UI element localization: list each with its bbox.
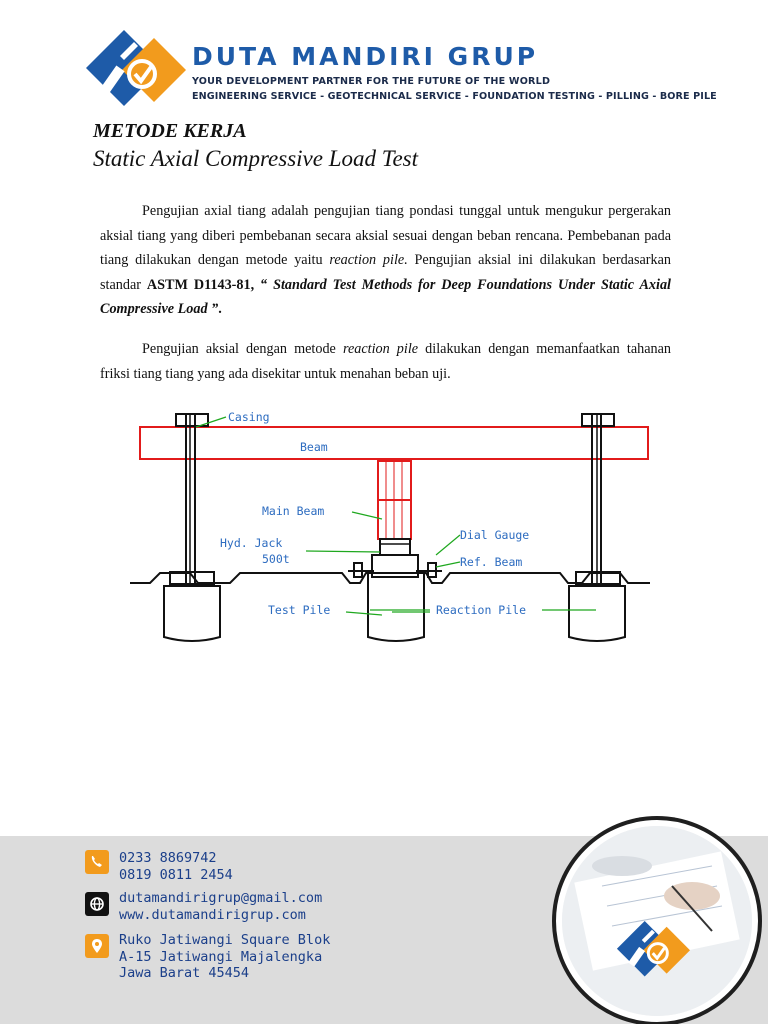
- label-dial-gauge: Dial Gauge: [460, 528, 530, 542]
- footer-website[interactable]: www.dutamandirigrup.com: [119, 906, 306, 923]
- hydraulic-jack: [380, 539, 410, 555]
- reaction-pile-right: [569, 586, 625, 641]
- footer-phones: 0233 8869742 0819 0811 2454: [119, 850, 233, 883]
- reaction-pile-left: [164, 586, 220, 641]
- load-test-diagram: [130, 405, 650, 650]
- test-pile: [368, 573, 424, 641]
- label-hyd-jack: Hyd. Jack: [220, 536, 283, 550]
- phone-icon: [85, 850, 109, 874]
- standard-title: “ Standard Test Methods for Deep Foundations Under Static Axial Compressive Load ”: [100, 276, 671, 317]
- label-reaction-pile: Reaction Pile: [436, 603, 527, 617]
- footer-logo-icon: [614, 918, 690, 978]
- beam: [140, 427, 648, 459]
- page-subtitle: Static Axial Compressive Load Test: [93, 146, 418, 171]
- label-test-pile: Test Pile: [268, 603, 331, 617]
- casing-right: [582, 414, 614, 426]
- footer-photo-circle: [556, 820, 758, 1022]
- location-pin-icon: [85, 934, 109, 958]
- standard-code: ASTM D1143-81,: [146, 276, 255, 293]
- globe-icon: [85, 892, 109, 916]
- brand-services: ENGINEERING SERVICE - GEOTECHNICAL SERVICE - FOUNDATION TESTING - PILLING - BORE PILE: [192, 91, 717, 102]
- label-jack-cap: 500t: [262, 552, 290, 566]
- brand-tagline: YOUR DEVELOPMENT PARTNER FOR THE FUTURE OF THE WORLD: [192, 76, 551, 87]
- brand-name: DUTA MANDIRI GRUP: [192, 42, 539, 71]
- page-title: METODE KERJA: [93, 120, 247, 142]
- label-main-beam: Main Beam: [262, 504, 325, 518]
- footer-online: [119, 890, 322, 923]
- label-beam: Beam: [300, 440, 328, 454]
- label-casing: Casing: [228, 410, 270, 424]
- paragraph-method: Pengujian aksial dengan metode reaction pile dilakukan dengan memanfaatkan tahanan friksi tiang tiang yang ada disekitar untuk menahan beban uji.: [100, 341, 671, 382]
- paragraph-intro: Pengujian axial tiang adalah pengujian tiang pondasi tunggal untuk mengukur pergerakan aksial tiang yang diberi pembebanan secara aksial sesuai dengan beban rencana. Pembebanan pada tiang dilakukan dengan metode yaitu reaction pile. Pengujian aksial ini dilakukan berdasarkan standar ASTM D1143-81, “ Standard Test Methods for Deep Foundations Under Static Axial Compressive Load ”.: [100, 203, 671, 317]
- label-ref-beam: Ref. Beam: [460, 555, 523, 569]
- company-logo-icon: [82, 26, 186, 108]
- footer-address: Ruko Jatiwangi Square Blok A-15 Jatiwangi Majalengka Jawa Barat 45454: [119, 932, 331, 981]
- footer-email[interactable]: dutamandirigrup@gmail.com: [119, 890, 323, 906]
